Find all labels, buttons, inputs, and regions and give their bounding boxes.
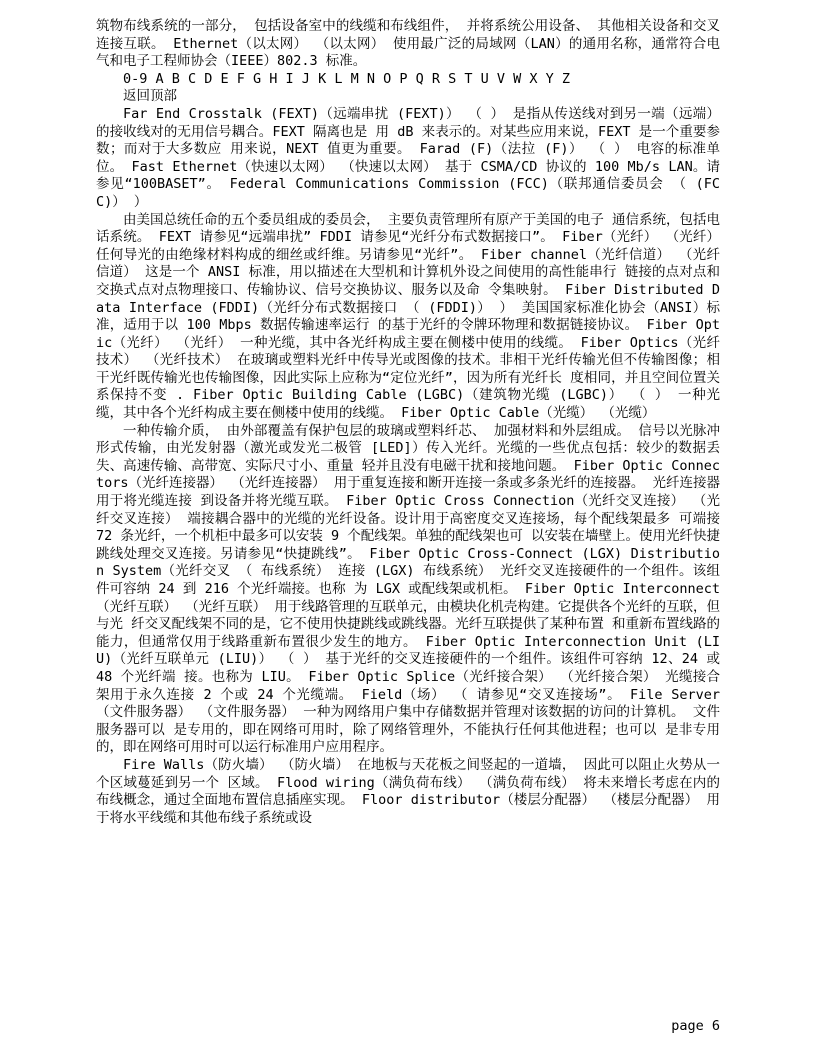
paragraph-fext: Far End Crosstalk (FEXT)（远端串扰 (FEXT)） （ ） 是指从传送线对到另一端（远端）的接收线对的无用信号耦合。FEXT 隔离也是 用 dB 来表示的。对某些应用来说，FEXT 是一个重要参数；而对于大多数应 用来说，NEXT 值更为重要。 Farad (F)（法拉 (F)） （ ） 电容的标准单位。 Fast Ethernet（快速以太网） （快速以太网） 基于 CSMA/CD 协议的 100 Mb/s LAN。请参见“100BASET”。 Federal Communications Commission (FCC)（联邦通信委员会 （ (FCC)） ） — [96, 105, 720, 210]
back-to-top-link[interactable]: 返回顶部 — [123, 88, 177, 105]
paragraph-fire-walls: Fire Walls（防火墙） （防火墙） 在地板与天花板之间竖起的一道墙， 因此可以阻止火势从一个区域蔓延到另一个 区域。 Flood wiring（满负荷布线） （满负荷布线） 将未来增长考虑在内的布线概念，通过全面地布置信息插座实现。 Floor distributor（楼层分配器） （楼层分配器） 用于将水平线缆和其他布线子系统或设 — [96, 756, 720, 826]
page-number: page 6 — [671, 1018, 720, 1034]
alphabet-index-links[interactable]: 0-9 A B C D E F G H I J K L M N O P Q R S T U V W X Y Z — [123, 70, 571, 87]
paragraph-fiber-cable: 一种传输介质， 由外部覆盖有保护包层的玻璃或塑料纤芯、 加强材料和外层组成。 信号以光脉冲形式传输，由光发射器（激光或发光二极管 [LED]）传入光纤。光缆的一些优点包括：较少的数据丢失、高速传输、高带宽、实际尺寸小、重量 轻并且没有电磁干扰和接地问题。 Fiber Optic Connectors（光纤连接器） （光纤连接器） 用于重复连接和断开连接一条或多条光纤的连接器。 光纤连接器用于将光缆连接 到设备并将光缆互联。 Fiber Optic Cross Connection（光纤交叉连接） （光纤交叉连接） 端接耦合器中的光缆的光纤设备。设计用于高密度交叉连接场，每个配线架最多 可端接 72 条光纤，一个机柜中最多可以安装 9 个配线架。单独的配线架也可 以安装在墙壁上。使用光纤快捷跳线处理交叉连接。另请参见“快捷跳线”。 Fiber Optic Cross-Connect (LGX) Distribution System（光纤交叉 （ 布线系统） 连接 (LGX) 布线系统） 光纤交叉连接硬件的一个组件。该组件可容纳 24 到 216 个光纤端接。也称 为 LGX 或配线架或机柜。 Fiber Optic Interconnect（光纤互联） （光纤互联） 用于线路管理的互联单元，由模块化机壳构建。它提供各个光纤的互联，但与光 纤交叉配线架不同的是，它不使用快捷跳线或跳线器。光纤互联提供了某种布置 和重新布置线路的能力，但通常仅用于线路重新布置很少发生的地方。 Fiber Optic Interconnection Unit (LIU)（光纤互联单元 (LIU)） （ ） 基于光纤的交叉连接硬件的一个组件。该组件可容纳 12、24 或 48 个光纤端 接。也称为 LIU。 Fiber Optic Splice（光纤接合架） （光纤接合架） 光缆接合架用于永久连接 2 个或 24 个光缆端。 Field（场） （ 请参见“交叉连接场”。 File Server（文件服务器） （文件服务器） 一种为网络用户集中存储数据并管理对该数据的访问的计算机。 文件服务器可以 是专用的，即在网络可用时，除了网络管理外，不能执行任何其他进程；也可以 是非专用的，即在网络可用时可以运行标准用户应用程序。 — [96, 422, 720, 756]
paragraph-continuation: 筑物布线系统的一部分， 包括设备室中的线缆和布线组件， 并将系统公用设备、 其他相关设备和交叉连接互联。 Ethernet（以太网） （以太网） 使用最广泛的局域网（LAN）的通用名称，通常符合电气和电子工程师协会（IEEE）802.3 标准。 — [96, 18, 720, 70]
document-body — [96, 18, 720, 827]
paragraph-fcc-fiber: 由美国总统任命的五个委员组成的委员会， 主要负责管理所有原产于美国的电子 通信系统，包括电话系统。 FEXT 请参见“远端串扰” FDDI 请参见“光纤分布式数据接口”。 Fiber（光纤） （光纤） 任何导光的由绝缘材料构成的细丝或纤维。另请参见“光纤”。 Fiber channel（光纤信道） （光纤信道） 这是一个 ANSI 标准，用以描述在大型机和计算机外设之间使用的高性能串行 链接的点对点和交换式点对点物理接口、传输协议、信号交换协议、服务以及命 令集映射。 Fiber Distributed Data Interface (FDDI)（光纤分布式数据接口 （ (FDDI)） ） 美国国家标准化协会（ANSI）标准，适用于以 100 Mbps 数据传输速率运行 的基于光纤的令牌环物理和数据链接协议。 Fiber Optic（光纤） （光纤） 一种光缆，其中各光纤构成主要在侧楼中使用的线缆。 Fiber Optics（光纤技术） （光纤技术） 在玻璃或塑料光纤中传导光或图像的技术。非相干光纤传输光但不传输图像；相 干光纤既传输光也传输图像，因此实际上应称为“定位光纤”，因为所有光纤长 度相同，并且空间位置关系保持不变 . Fiber Optic Building Cable (LGBC)（建筑物光缆 (LGBC)） （ ） 一种光缆，其中各个光纤构成主要在侧楼中使用的线缆。 Fiber Optic Cable（光缆） （光缆） — [96, 211, 720, 422]
